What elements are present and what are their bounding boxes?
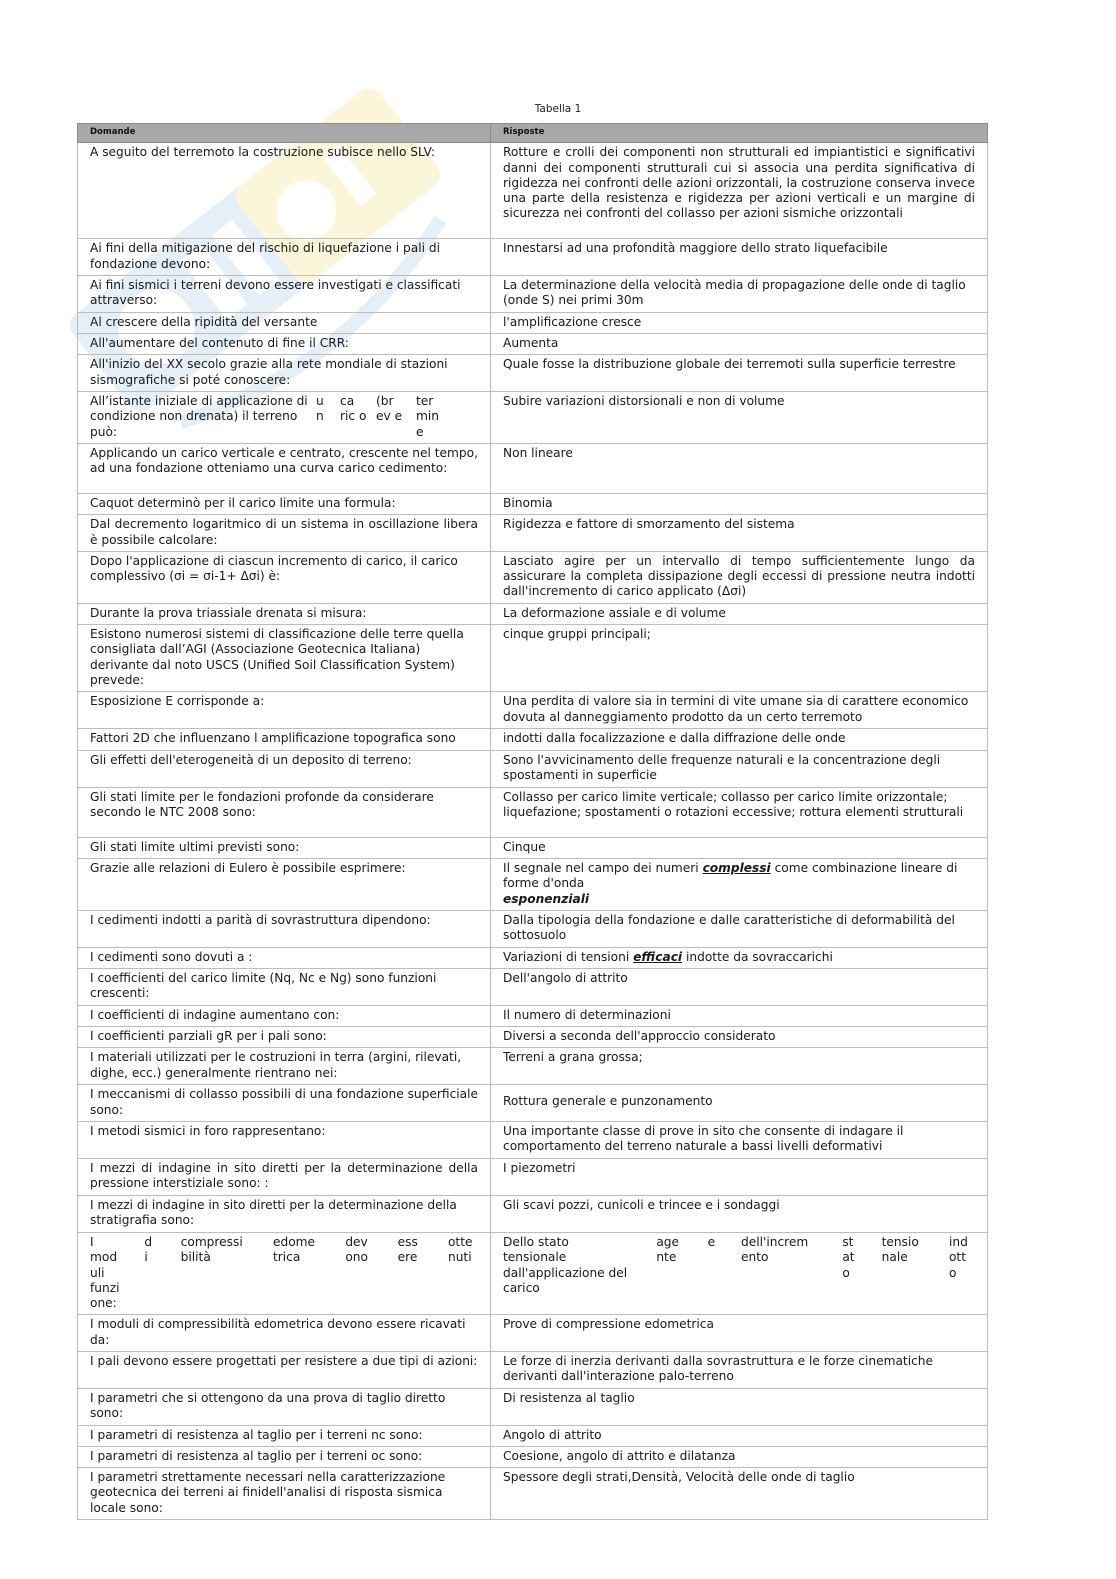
table-row bbox=[78, 1195, 988, 1232]
table-row bbox=[78, 947, 988, 968]
answer-cell: Una importante classe di prove in sito che consente di indagare il comportamento del terreno naturale a bassi livelli deformativi bbox=[491, 1121, 988, 1158]
table-row bbox=[78, 969, 988, 1006]
answer-cell: Il numero di determinazioni bbox=[491, 1005, 988, 1026]
question-cell: Esistono numerosi sistemi di classificazione delle terre quella consigliata dall’AGI (Associazione Geotecnica Italiana) derivante dal noto USCS (Unified Soil Classification System) prevede: bbox=[78, 625, 491, 692]
table-row bbox=[78, 729, 988, 750]
question-cell bbox=[78, 1232, 491, 1314]
answer-cell: Dalla tipologia della fondazione e dalle caratteristiche di deformabilità del sottosuolo bbox=[491, 910, 988, 947]
answer-cell: Terreni a grana grossa; bbox=[491, 1048, 988, 1085]
table-row bbox=[78, 837, 988, 858]
answer-emphasis: esponenziali bbox=[503, 891, 590, 906]
table-row bbox=[78, 858, 988, 910]
table-row bbox=[78, 692, 988, 729]
table-row bbox=[78, 239, 988, 276]
answer-cell: cinque gruppi principali; bbox=[491, 625, 988, 692]
question-cell: I moduli di compressibilità edometrica devono essere ricavati da: bbox=[78, 1315, 491, 1352]
answer-fragment: st at o bbox=[842, 1234, 855, 1280]
answer-cell: Coesione, angolo di attrito e dilatanza bbox=[491, 1446, 988, 1467]
table-row bbox=[78, 334, 988, 355]
table-row bbox=[78, 1121, 988, 1158]
question-cell: I coefficienti di indagine aumentano con: bbox=[78, 1005, 491, 1026]
table-row bbox=[78, 750, 988, 787]
answer-cell: Non lineare bbox=[491, 443, 988, 493]
question-fragment: otte nuti bbox=[447, 1234, 473, 1265]
table-row bbox=[78, 1425, 988, 1446]
table-row bbox=[78, 392, 988, 444]
answer-text: Variazioni di tensioni bbox=[503, 949, 634, 964]
table-row bbox=[78, 443, 988, 493]
header-domande: Domande bbox=[78, 124, 491, 143]
question-cell: I cedimenti indotti a parità di sovrastruttura dipendono: bbox=[78, 910, 491, 947]
question-cell: I cedimenti sono dovuti a : bbox=[78, 947, 491, 968]
question-fragment: dev ono bbox=[345, 1234, 368, 1265]
question-cell: I coefficienti parziali gR per i pali sono: bbox=[78, 1027, 491, 1048]
question-cell: I meccanismi di collasso possibili di una fondazione superficiale sono: bbox=[78, 1085, 491, 1122]
question-cell: I parametri che si ottengono da una prova di taglio diretto sono: bbox=[78, 1388, 491, 1425]
answer-cell: Prove di compressione edometrica bbox=[491, 1315, 988, 1352]
table-row bbox=[78, 603, 988, 624]
table-caption: Tabella 1 bbox=[534, 103, 582, 115]
answer-fragment: Dello stato tensionale dall'applicazione del carico bbox=[503, 1234, 628, 1295]
answer-emphasis: efficaci bbox=[633, 949, 683, 964]
answer-cell bbox=[491, 1232, 988, 1314]
answer-text: indotte da sovraccarichi bbox=[682, 949, 833, 964]
question-fragment: compressi bilità bbox=[180, 1234, 243, 1265]
table-row bbox=[78, 625, 988, 692]
table-row bbox=[78, 515, 988, 552]
question-fragment: ca ric o bbox=[340, 394, 367, 424]
answer-cell: Binomia bbox=[491, 493, 988, 514]
question-cell: All'inizio del XX secolo grazie alla rete mondiale di stazioni sismografiche si poté conoscere: bbox=[78, 355, 491, 392]
answer-fragment: tensio nale bbox=[881, 1234, 919, 1265]
answer-cell: Collasso per carico limite verticale; collasso per carico limite orizzontale; liquefazione; spostamenti o rotazioni eccessive; rottura elementi strutturali bbox=[491, 787, 988, 837]
question-cell: I parametri di resistenza al taglio per i terreni nc sono: bbox=[78, 1425, 491, 1446]
question-cell: I metodi sismici in foro rappresentano: bbox=[78, 1121, 491, 1158]
table-row bbox=[78, 1048, 988, 1085]
question-cell: Ai fini sismici i terreni devono essere investigati e classificati attraverso: bbox=[78, 275, 491, 312]
answer-cell: Sono l'avvicinamento delle frequenze naturali e la concentrazione degli spostamenti in superficie bbox=[491, 750, 988, 787]
answer-emphasis: complessi bbox=[702, 860, 771, 875]
answer-cell bbox=[491, 1085, 988, 1122]
table-row bbox=[78, 1232, 988, 1314]
question-cell bbox=[78, 392, 491, 444]
question-cell: I mezzi di indagine in sito diretti per la determinazione della stratigrafia sono: bbox=[78, 1195, 491, 1232]
question-cell: I parametri strettamente necessari nella caratterizzazione geotecnica dei terreni ai finidell'analisi di risposta sismica locale sono: bbox=[78, 1468, 491, 1520]
answer-cell: Diversi a seconda dell'approccio considerato bbox=[491, 1027, 988, 1048]
table-row bbox=[78, 1005, 988, 1026]
question-cell: All'aumentare del contenuto di fine il CRR: bbox=[78, 334, 491, 355]
question-cell: A seguito del terremoto la costruzione subisce nello SLV: bbox=[78, 143, 491, 239]
question-cell: Esposizione E corrisponde a: bbox=[78, 692, 491, 729]
answer-text: come combinazione lineare di forme d'onda bbox=[503, 860, 958, 891]
question-fragment: I mod uli funzi one: bbox=[90, 1234, 120, 1311]
answer-cell: La determinazione della velocità media di propagazione delle onde di taglio (onde S) nei primi 30m bbox=[491, 275, 988, 312]
answer-cell bbox=[491, 858, 988, 910]
question-cell: I parametri di resistenza al taglio per i terreni oc sono: bbox=[78, 1446, 491, 1467]
qa-table bbox=[77, 123, 988, 1520]
table-row bbox=[78, 355, 988, 392]
answer-cell: Innestarsi ad una profondità maggiore dello strato liquefacibile bbox=[491, 239, 988, 276]
table-row bbox=[78, 1027, 988, 1048]
question-cell: Gli effetti dell'eterogeneità di un deposito di terreno: bbox=[78, 750, 491, 787]
table-row bbox=[78, 1158, 988, 1195]
table-row bbox=[78, 1351, 988, 1388]
answer-text: Il segnale nel campo dei numeri bbox=[503, 860, 703, 875]
answer-cell: Lasciato agire per un intervallo di tempo sufficientemente lungo da assicurare la completa dissipazione degli eccessi di pressione neutra indotti dall'incremento di carico applicato (Δσi) bbox=[491, 551, 988, 603]
question-cell: Fattori 2D che influenzano l amplificazione topografica sono bbox=[78, 729, 491, 750]
answer-cell: Le forze di inerzia derivanti dalla sovrastruttura e le forze cinematiche derivanti dall'interazione palo-terreno bbox=[491, 1351, 988, 1388]
question-cell: Ai fini della mitigazione del rischio di liquefazione i pali di fondazione devono: bbox=[78, 239, 491, 276]
table-row bbox=[78, 1085, 988, 1122]
answer-fragment: dell'increm ento bbox=[740, 1234, 809, 1265]
table-row bbox=[78, 1315, 988, 1352]
answer-cell: Subire variazioni distorsionali e non di volume bbox=[491, 392, 988, 444]
question-cell: I pali devono essere progettati per resistere a due tipi di azioni: bbox=[78, 1351, 491, 1388]
question-cell: I coefficienti del carico limite (Nq, Nc e Ng) sono funzioni crescenti: bbox=[78, 969, 491, 1006]
answer-cell: indotti dalla focalizzazione e dalla diffrazione delle onde bbox=[491, 729, 988, 750]
answer-text: Rottura generale e punzonamento bbox=[503, 1094, 713, 1109]
question-fragment: ter min e bbox=[416, 394, 439, 439]
answer-cell: Una perdita di valore sia in termini di vite umane sia di carattere economico dovuta al danneggiamento prodotto da un certo terremoto bbox=[491, 692, 988, 729]
question-fragment: u n bbox=[316, 394, 324, 424]
header-risposte: Risposte bbox=[491, 124, 988, 143]
question-fragment: ess ere bbox=[397, 1234, 418, 1265]
question-cell: Grazie alle relazioni di Eulero è possibile esprimere: bbox=[78, 858, 491, 910]
question-cell: Applicando un carico verticale e centrato, crescente nel tempo, ad una fondazione otteniamo una curva carico cedimento: bbox=[78, 443, 491, 493]
answer-cell: Di resistenza al taglio bbox=[491, 1388, 988, 1425]
answer-fragment: age nte bbox=[656, 1234, 680, 1265]
question-cell: Dopo l'applicazione di ciascun incremento di carico, il carico complessivo (σi = σi-1+ Δσi) è: bbox=[78, 551, 491, 603]
answer-cell: Angolo di attrito bbox=[491, 1425, 988, 1446]
table-row bbox=[78, 275, 988, 312]
question-cell: Durante la prova triassiale drenata si misura: bbox=[78, 603, 491, 624]
question-cell: Caquot determinò per il carico limite una formula: bbox=[78, 493, 491, 514]
question-cell: I materiali utilizzati per le costruzioni in terra (argini, rilevati, dighe, ecc.) generalmente rientrano nei: bbox=[78, 1048, 491, 1085]
answer-cell: La deformazione assiale e di volume bbox=[491, 603, 988, 624]
question-text: All’istante iniziale di applicazione di condizione non drenata) il terreno può: bbox=[90, 394, 308, 439]
table-row bbox=[78, 1388, 988, 1425]
answer-cell: Rotture e crolli dei componenti non strutturali ed impiantistici e significativi danni dei componenti strutturali cui si associa una perdita significativa di rigidezza nei confronti delle azioni orizzontali, la costruzione conserva invece una parte della resistenza e rigidezza per azioni verticali e un margine di sicurezza nei confronti del collasso per azioni sismiche orizzontali bbox=[491, 143, 988, 239]
answer-fragment: ind ott o bbox=[948, 1234, 968, 1280]
answer-cell: Cinque bbox=[491, 837, 988, 858]
question-cell: Dal decremento logaritmico di un sistema in oscillazione libera è possibile calcolare: bbox=[78, 515, 491, 552]
answer-cell bbox=[491, 947, 988, 968]
answer-cell: Rigidezza e fattore di smorzamento del sistema bbox=[491, 515, 988, 552]
question-cell: Al crescere della ripidità del versante bbox=[78, 312, 491, 333]
answer-cell: Quale fosse la distribuzione globale dei terremoti sulla superficie terrestre bbox=[491, 355, 988, 392]
table-row bbox=[78, 910, 988, 947]
answer-fragment: e bbox=[707, 1234, 716, 1249]
table-row bbox=[78, 1468, 988, 1520]
question-fragment: d i bbox=[144, 1234, 153, 1265]
answer-cell: Gli scavi pozzi, cunicoli e trincee e i sondaggi bbox=[491, 1195, 988, 1232]
table-row bbox=[78, 493, 988, 514]
question-cell: I mezzi di indagine in sito diretti per la determinazione della pressione interstiziale sono: : bbox=[78, 1158, 491, 1195]
answer-cell: l'amplificazione cresce bbox=[491, 312, 988, 333]
question-fragment: edome trica bbox=[272, 1234, 316, 1265]
answer-cell: Dell'angolo di attrito bbox=[491, 969, 988, 1006]
table-row bbox=[78, 312, 988, 333]
table-row bbox=[78, 143, 988, 239]
question-cell: Gli stati limite ultimi previsti sono: bbox=[78, 837, 491, 858]
answer-cell: I piezometri bbox=[491, 1158, 988, 1195]
table-row bbox=[78, 551, 988, 603]
table-row bbox=[78, 787, 988, 837]
answer-cell: Spessore degli strati,Densità, Velocità delle onde di taglio bbox=[491, 1468, 988, 1520]
question-cell: Gli stati limite per le fondazioni profonde da considerare secondo le NTC 2008 sono: bbox=[78, 787, 491, 837]
answer-cell: Aumenta bbox=[491, 334, 988, 355]
table-row bbox=[78, 1446, 988, 1467]
question-fragment: (br ev e bbox=[376, 394, 403, 424]
table-header-row bbox=[78, 124, 988, 143]
